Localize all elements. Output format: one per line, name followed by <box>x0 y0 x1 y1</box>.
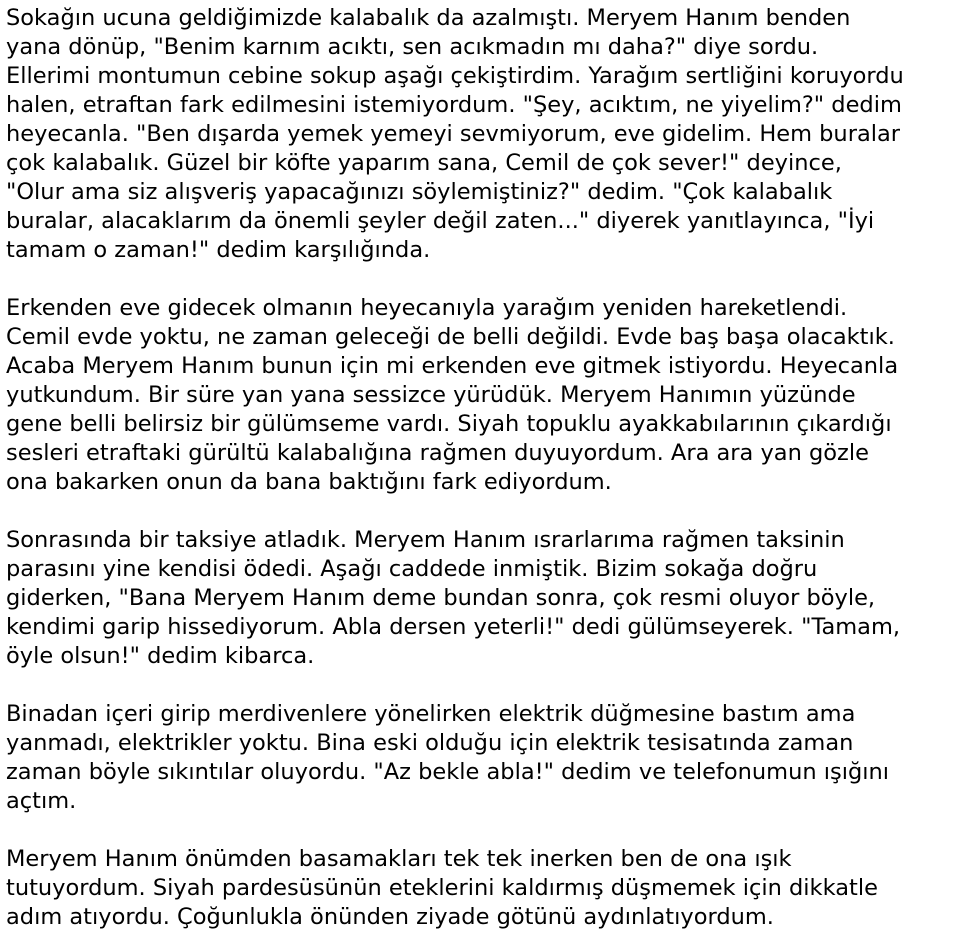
text-line: yana dönüp, "Benim karnım acıktı, sen acıkmadın mı daha?" diye sordu. <box>6 34 819 60</box>
paragraph-1 <box>6 4 958 265</box>
text-line: Sokağın ucuna geldiğimizde kalabalık da azalmıştı. Meryem Hanım benden <box>6 5 851 31</box>
paragraph-4 <box>6 700 958 816</box>
text-line: zaman böyle sıkıntılar oluyordu. "Az bekle abla!" dedim ve telefonumun ışığını <box>6 759 890 785</box>
text-line: "Olur ama siz alışveriş yapacağınızı söylemiştiniz?" dedim. "Çok kalabalık <box>6 179 833 205</box>
text-line: Ellerimi montumun cebine sokup aşağı çekiştirdim. Yarağım sertliğini koruyordu <box>6 63 904 89</box>
text-line: yanmadı, elektrikler yoktu. Bina eski olduğu için elektrik tesisatında zaman <box>6 730 854 756</box>
text-line: sesleri etraftaki gürültü kalabalığına rağmen duyuyordum. Ara ara yan gözle <box>6 440 869 466</box>
text-line: tutuyordum. Siyah pardesüsünün eteklerini kaldırmış düşmemek için dikkatle <box>6 875 878 901</box>
paragraph-5 <box>6 845 958 932</box>
text-line: Cemil evde yoktu, ne zaman geleceği de belli değildi. Evde baş başa olacaktık. <box>6 324 895 350</box>
text-line: çok kalabalık. Güzel bir köfte yaparım sana, Cemil de çok sever!" deyince, <box>6 150 842 176</box>
text-line: Meryem Hanım önümden basamakları tek tek inerken ben de ona ışık <box>6 846 792 872</box>
text-line: gene belli belirsiz bir gülümseme vardı. Siyah topuklu ayakkabılarının çıkardığı <box>6 411 892 437</box>
text-line: halen, etraftan fark edilmesini istemiyordum. "Şey, acıktım, ne yiyelim?" dedim <box>6 92 902 118</box>
text-line: heyecanla. "Ben dışarda yemek yemeyi sevmiyorum, eve gidelim. Hem buralar <box>6 121 901 147</box>
text-line: Sonrasında bir taksiye atladık. Meryem Hanım ısrarlarıma rağmen taksinin <box>6 527 845 553</box>
text-line: kendimi garip hissediyorum. Abla dersen yeterli!" dedi gülümseyerek. "Tamam, <box>6 614 901 640</box>
text-line: ona bakarken onun da bana baktığını fark ediyordum. <box>6 469 612 495</box>
text-line: Acaba Meryem Hanım bunun için mi erkenden eve gitmek istiyordu. Heyecanla <box>6 353 899 379</box>
text-line: giderken, "Bana Meryem Hanım deme bundan sonra, çok resmi oluyor böyle, <box>6 585 876 611</box>
text-line: öyle olsun!" dedim kibarca. <box>6 643 315 669</box>
paragraph-2 <box>6 294 958 497</box>
paragraph-3 <box>6 526 958 671</box>
text-line: tamam o zaman!" dedim karşılığında. <box>6 237 431 263</box>
text-line: adım atıyordu. Çoğunlukla önünden ziyade götünü aydınlatıyordum. <box>6 904 774 930</box>
text-line: parasını yine kendisi ödedi. Aşağı caddede inmiştik. Bizim sokağa doğru <box>6 556 818 582</box>
text-line: Binadan içeri girip merdivenlere yönelirken elektrik düğmesine bastım ama <box>6 701 856 727</box>
text-line: buralar, alacaklarım da önemli şeyler değil zaten..." diyerek yanıtlayınca, "İyi <box>6 208 875 234</box>
text-line: yutkundum. Bir süre yan yana sessizce yürüdük. Meryem Hanımın yüzünde <box>6 382 856 408</box>
text-line: Erkenden eve gidecek olmanın heyecanıyla yarağım yeniden hareketlendi. <box>6 295 848 321</box>
text-line: açtım. <box>6 788 77 814</box>
